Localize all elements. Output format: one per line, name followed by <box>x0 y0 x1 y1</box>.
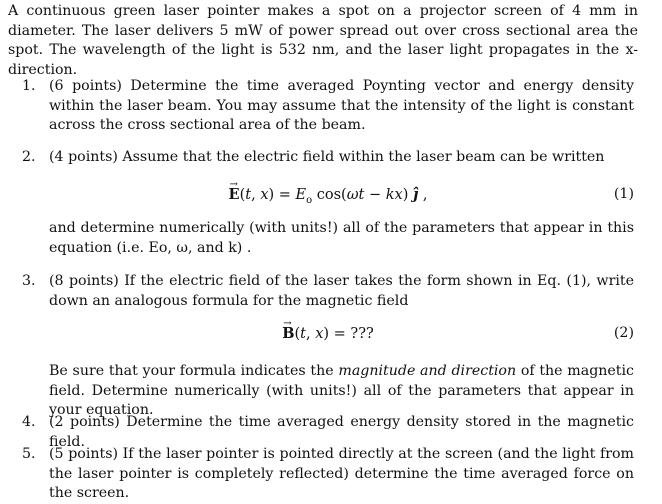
equation-1-number: (1) <box>613 186 634 202</box>
question-number: 5. <box>22 446 36 462</box>
question-text: (6 points) Determine the time averaged Poynting vector and energy density within the laser beam. You may assume that the intensity of the light is constant across the cross sectional area of the beam. <box>49 78 634 133</box>
equation-2 <box>22 324 634 346</box>
equation-1-formula: → E(t, $x) = E_o$ cos(ωt − kx) ĵ , <box>22 185 634 210</box>
question-text: (5 points) If the laser pointer is pointed directly at the screen (and the light from the laser pointer is completely reflected) determine the time averaged force on the screen. <box>49 446 634 501</box>
question-text: (8 points) If the electric field of the laser takes the form shown in Eq. (1), write down an analogous formula for the magnetic field <box>49 273 634 309</box>
intro-paragraph: A continuous green laser pointer makes a spot on a projector screen of 4 mm in diameter. The laser delivers 5 mW of power spread out over cross sectional area the spot. The wavelength of the light is 532 nm, and the laser light propagates in the x-direction. <box>8 3 638 78</box>
question-text-continued: and determine numerically (with units!) all of the parameters that appear in this equation (i.e. Eo, ω, and k) . <box>49 220 634 256</box>
question-number: 3. <box>22 273 36 289</box>
equation-2-number: (2) <box>613 325 634 341</box>
emphasis-text: magnitude and direction <box>338 363 517 379</box>
equation-2-formula: → B(t, x) = ??? <box>22 324 634 345</box>
question-text: (2 points) Determine the time averaged energy density stored in the magnetic field. <box>49 414 634 450</box>
equation-1 <box>22 185 634 207</box>
question-text-continued: Be sure that your formula indicates the magnitude and direction of the magnetic field. Determine numerically (with units!) all of the parameters that appear in your equation. <box>49 363 634 418</box>
question-number: 1. <box>22 78 36 94</box>
question-number: 4. <box>22 414 36 430</box>
question-number: 2. <box>22 149 36 165</box>
question-text: (4 points) Assume that the electric field within the laser beam can be written <box>49 149 605 165</box>
